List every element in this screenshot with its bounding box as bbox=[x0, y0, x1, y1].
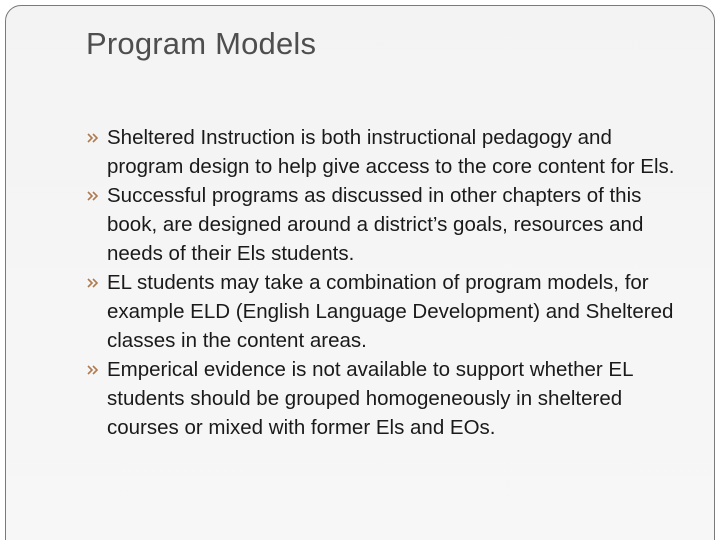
double-chevron-bullet-icon bbox=[87, 268, 103, 297]
double-chevron-bullet-icon bbox=[87, 123, 103, 152]
list-item bbox=[83, 268, 683, 355]
bullet-text: Successful programs as discussed in other chapters of this book, are designed around a district’s goals, resources and needs of their Els students. bbox=[107, 184, 644, 265]
bullet-list bbox=[83, 123, 683, 442]
bullet-text: Emperical evidence is not available to support whether EL students should be grouped homogeneously in sheltered courses or mixed with former Els and EOs. bbox=[107, 358, 633, 439]
bullet-text: Sheltered Instruction is both instructional pedagogy and program design to help give access to the core content for Els. bbox=[107, 126, 675, 178]
slide-title: Program Models bbox=[86, 26, 317, 61]
bullet-text: EL students may take a combination of program models, for example ELD (English Language Development) and Sheltered classes in the content areas. bbox=[107, 271, 674, 352]
list-item bbox=[83, 355, 683, 442]
list-item bbox=[83, 181, 683, 268]
list-item bbox=[83, 123, 683, 181]
double-chevron-bullet-icon bbox=[87, 181, 103, 210]
slide-frame bbox=[5, 5, 715, 540]
double-chevron-bullet-icon bbox=[87, 355, 103, 384]
